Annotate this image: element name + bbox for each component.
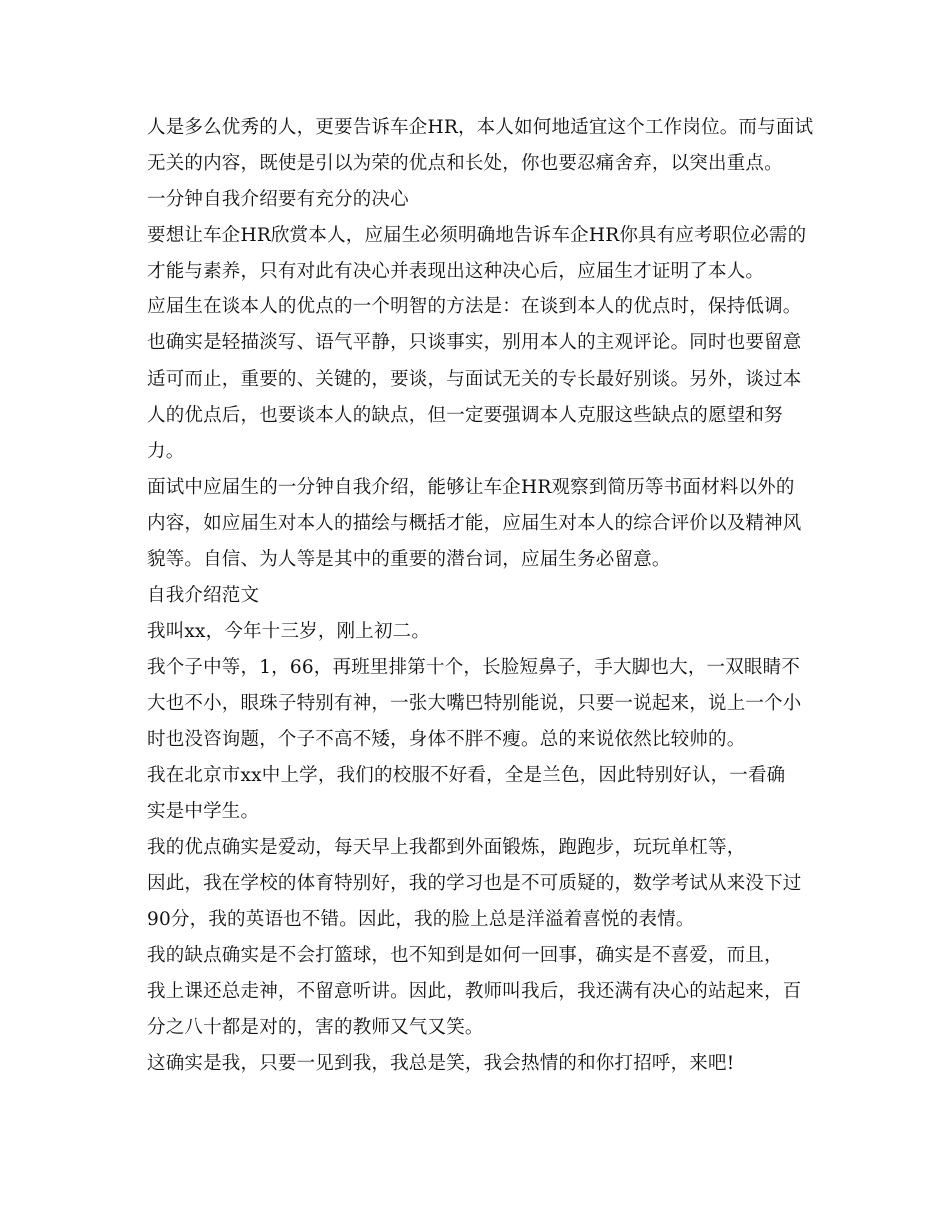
text-line: 我叫xx，今年十三岁，刚上初二。 [147, 621, 431, 642]
text-line: 时也没咨询题，个子不高不矮，身体不胖不瘦。总的来说依然比较帅的。 [147, 729, 746, 750]
text-line: 也确实是轻描淡写、语气平静，只谈事实，别用本人的主观评论。同时也要留意 [147, 332, 802, 353]
text-line: 我个子中等，1，66，再班里排第十个，长脸短鼻子，手大脚也大，一双眼睛不 [147, 657, 801, 678]
text-line: 大也不小，眼珠子特别有神，一张大嘴巴特别能说，只要一说起来，说上一个小 [147, 693, 802, 714]
text-line: 应届生在谈本人的优点的一个明智的方法是：在谈到本人的优点时，保持低调。 [147, 296, 802, 317]
text-line: 要想让车企HR欣赏本人，应届生必须明确地告诉车企HR你具有应考职位必需的 [147, 225, 807, 246]
section-heading: 一分钟自我介绍要有充分的决心 [147, 189, 409, 210]
text-line: 我的缺点确实是不会打篮球，也不知到是如何一回事，确实是不喜爱，而且， [147, 945, 783, 966]
text-line: 无关的内容，既使是引以为荣的优点和长处，你也要忍痛舍弃，以突出重点。 [147, 153, 783, 174]
text-line: 人的优点后，也要谈本人的缺点，但一定要强调本人克服这些缺点的愿望和努 [147, 405, 783, 426]
text-line: 我的优点确实是爱动，每天早上我都到外面锻炼，跑跑步，玩玩单杠等， [147, 837, 746, 858]
text-line: 分之八十都是对的，害的教师又气又笑。 [147, 1017, 484, 1038]
text-line: 人是多么优秀的人，更要告诉车企HR，本人如何地适宜这个工作岗位。而与面试 [147, 117, 814, 138]
text-line: 貌等。自信、为人等是其中的重要的潜台词，应届生务必留意。 [147, 549, 671, 570]
text-line: 实是中学生。 [147, 801, 260, 822]
text-line: 面试中应届生的一分钟自我介绍，能够让车企HR观察到简历等书面材料以外的 [147, 477, 795, 498]
text-line: 内容，如应届生对本人的描绘与概括才能，应届生对本人的综合评价以及精神风 [147, 513, 802, 534]
text-line: 我在北京市xx中上学，我们的校服不好看，全是兰色，因此特别好认，一看确 [147, 765, 786, 786]
section-heading: 自我介绍范文 [147, 585, 260, 606]
text-line: 我上课还总走神，不留意听讲。因此，教师叫我后，我还满有决心的站起来，百 [147, 981, 802, 1002]
text-line: 因此，我在学校的体育特别好，我的学习也是不可质疑的，数学考试从来没下过 [147, 873, 802, 894]
text-line: 适可而止，重要的、关键的，要谈，与面试无关的专长最好别谈。另外，谈过本 [147, 369, 802, 390]
text-line: 90分，我的英语也不错。因此，我的脸上总是洋溢着喜悦的表情。 [147, 909, 695, 930]
text-line: 才能与素养，只有对此有决心并表现出这种决心后，应届生才证明了本人。 [147, 261, 765, 282]
text-line: 力。 [147, 441, 185, 462]
text-line: 这确实是我，只要一见到我，我总是笑，我会热情的和你打招呼，来吧! [147, 1053, 735, 1074]
